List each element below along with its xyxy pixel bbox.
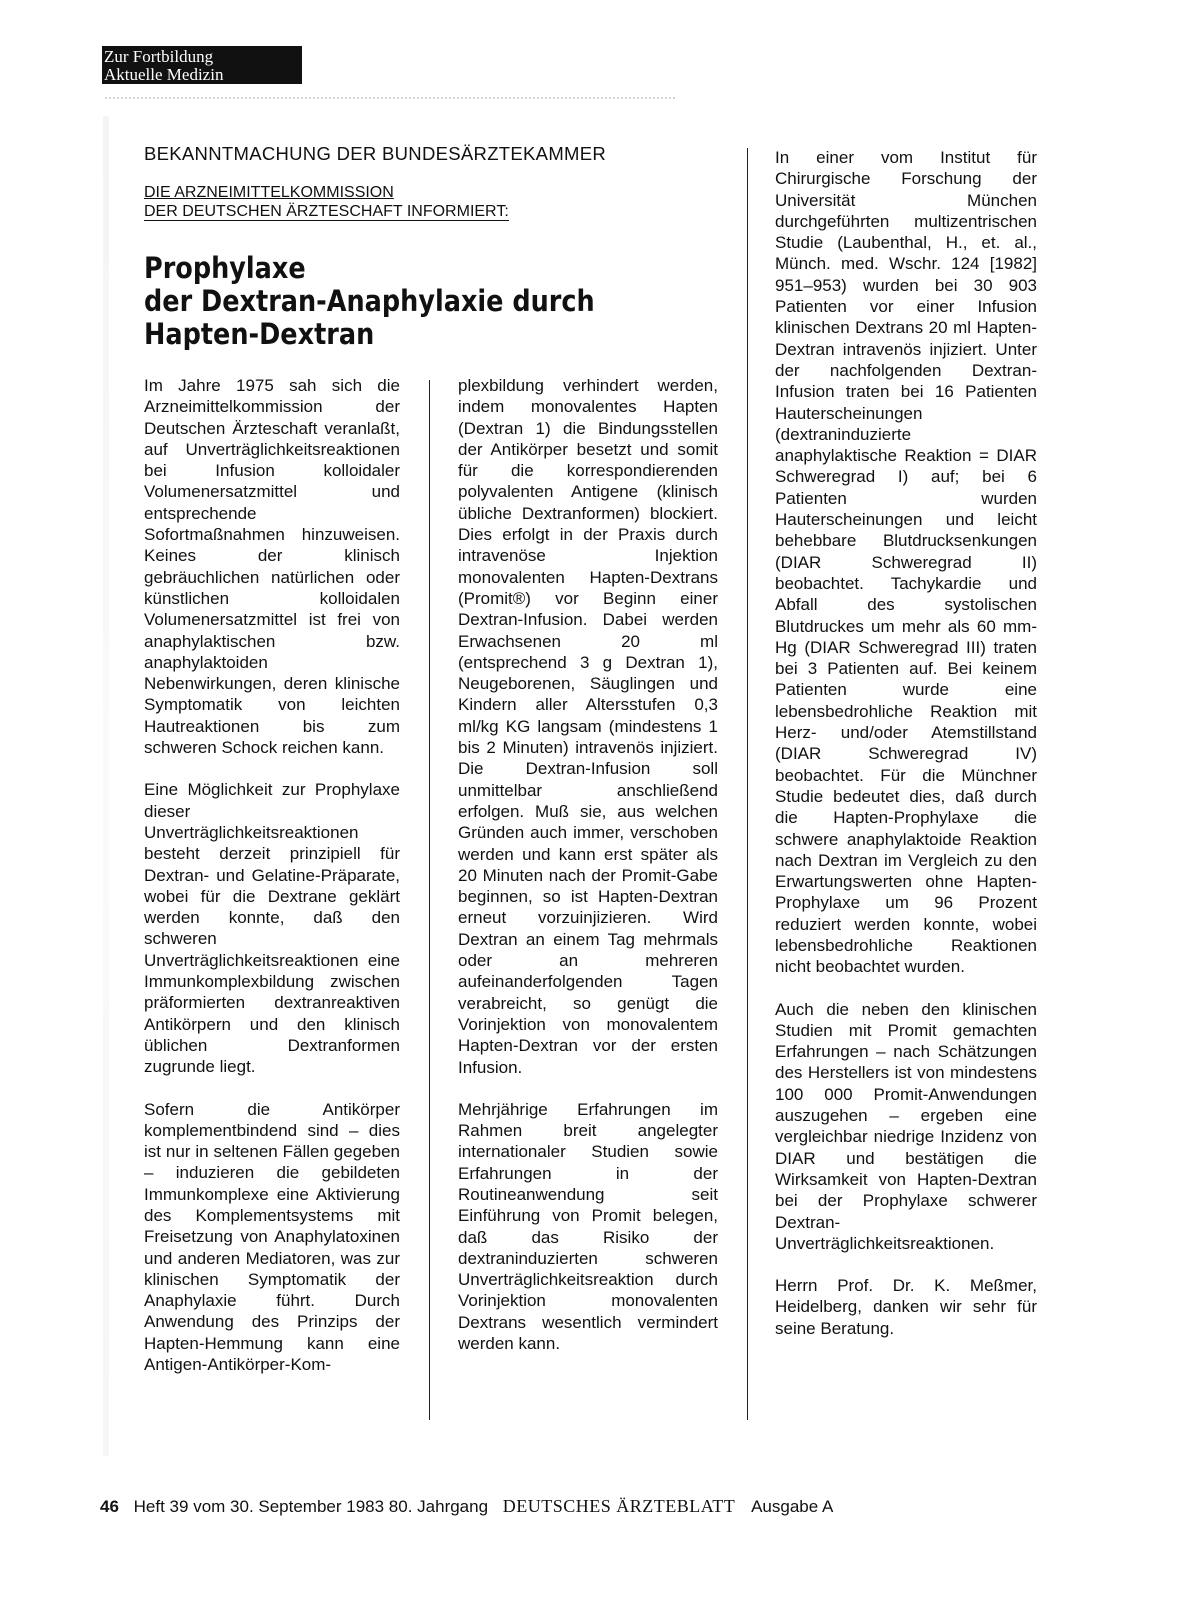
issue-info: Heft 39 vom 30. September 1983 80. Jahrgang xyxy=(133,1497,489,1516)
paragraph: Mehrjährige Erfahrungen im Rahmen breit angelegter internationaler Studien sowie Erfahrungen in der Routineanwendung seit Einführung von Promit belegen, daß das Risiko der dextraninduzierten schweren Unverträglichkeitsreaktion durch Vorinjektion monovalenten Dextrans wesentlich vermindert werden kann. xyxy=(458,1099,718,1354)
section-label xyxy=(102,46,302,84)
column-divider-2 xyxy=(747,148,748,1420)
paragraph: plexbildung verhindert werden, indem monovalentes Hapten (Dextran 1) die Bindungsstellen der Antikörper besetzt und somit für die korrespondierenden polyvalenten Antigene (klinisch übliche Dextranformen) blockiert. Dies erfolgt in der Praxis durch intravenöse Injektion monovalenten Hapten-Dextrans (Promit®) vor Beginn einer Dextran-Infusion. Dabei werden Erwachsenen 20 ml (entsprechend 3 g Dextran 1), Neugeborenen, Säuglingen und Kindern aller Altersstufen 0,3 ml/kg KG langsam (mindestens 1 bis 2 Minuten) intravenös injiziert. Die Dextran-Infusion soll unmittelbar anschließend erfolgen. Muß sie, aus welchen Gründen auch immer, verschoben werden und kann erst später als 20 Minuten nach der Promit-Gabe beginnen, so ist Hapten-Dextran erneut vorzuinjizieren. Wird Dextran an einem Tag mehrmals oder an mehreren aufeinanderfolgenden Tagen verabreicht, so genügt die Vorinjektion von monovalentem Hapten-Dextran vor der ersten Infusion. xyxy=(458,376,718,1077)
column-divider-1 xyxy=(429,380,430,1420)
page-number: 46 xyxy=(100,1497,119,1516)
headline-line-1: Prophylaxe xyxy=(144,251,306,285)
commission-notice-line-2: DER DEUTSCHEN ÄRZTESCHAFT INFORMIERT: xyxy=(144,203,509,220)
paragraph: Eine Möglichkeit zur Prophylaxe dieser Unverträglichkeitsreaktionen besteht derzeit prinzipiell für Dextran- und Gelatine-Präparate, wobei für die Dextrane geklärt werden konnte, daß den schweren Unverträglichkeitsreaktionen eine Immunkomplexbildung zwischen präformierten dextranreaktiven Antikörpern und den klinisch üblichen Dextranformen zugrunde liegt. xyxy=(144,780,400,1077)
edition-label: Ausgabe A xyxy=(751,1497,834,1516)
text-column-1 xyxy=(144,375,400,1375)
journal-name: DEUTSCHES ÄRZTEBLATT xyxy=(502,1496,736,1516)
article-headline xyxy=(144,252,637,351)
header-divider xyxy=(105,97,675,99)
section-label-line-2: Aktuelle Medizin xyxy=(104,65,224,84)
paragraph: Sofern die Antikörper komplementbindend sind – dies ist nur in seltenen Fällen gegeben – induzieren die gebildeten Immunkomplexe eine Aktivierung des Komplementsystems mit Freisetzung von Anaphylatoxinen und anderen Mediatoren, was zur klinischen Symptomatik der Anaphylaxie führt. Durch Anwendung des Prinzips der Hapten-Hemmung kann eine Antigen-Antikörper-Kom- xyxy=(144,1099,400,1375)
paragraph: In einer vom Institut für Chirurgische Forschung der Universität München durchgeführten multizentrischen Studie (Laubenthal, H., et. al., Münch. med. Wschr. 124 [1982] 951–953) wurden bei 30 903 Patienten vor einer Infusion klinischen Dextrans 20 ml Hapten-Dextran intravenös injiziert. Unter der nachfolgenden Dextran-Infusion traten bei 16 Patienten Hauterscheinungen (dextraninduzierte anaphylaktische Reaktion = DIAR Schweregrad I) auf; bei 6 Patienten wurden Hauterscheinungen und leicht behebbare Blutdrucksenkungen (DIAR Schweregrad II) beobachtet. Tachykardie und Abfall des systolischen Blutdruckes um mehr als 60 mm-Hg (DIAR Schweregrad III) traten bei 3 Patienten auf. Bei keinem Patienten wurde eine lebensbedrohliche Reaktion mit Herz- und/oder Atemstillstand (DIAR Schweregrad IV) beobachtet. Für die Münchner Studie bedeutet dies, daß durch die Hapten-Prophylaxe die schwere anaphylaktoide Reaktion nach Dextran im Vergleich zu den Erwartungswerten ohne Hapten-Prophylaxe um 96 Prozent reduziert werden konnte, wobei lebensbedrohliche Reaktionen nicht beobachtet wurden. xyxy=(775,148,1037,977)
paragraph: Auch die neben den klinischen Studien mit Promit gemachten Erfahrungen – nach Schätzungen des Herstellers ist von mindestens 100 000 Promit-Anwendungen auszugehen – ergeben eine vergleichbar niedrige Inzidenz von DIAR und bestätigen die Wirksamkeit von Hapten-Dextran bei der Prophylaxe schwerer Dextran-Unverträglichkeitsreaktionen. xyxy=(775,999,1037,1253)
paragraph: Herrn Prof. Dr. K. Meßmer, Heidelberg, danken wir sehr für seine Beratung. xyxy=(775,1276,1037,1338)
headline-line-2: der Dextran-Anaphylaxie durch xyxy=(144,284,595,318)
text-column-2 xyxy=(458,375,718,1354)
section-label-line-1: Zur Fortbildung xyxy=(104,47,214,66)
scan-edge-shadow xyxy=(103,116,109,1456)
page-footer xyxy=(100,1496,980,1517)
paragraph: Im Jahre 1975 sah sich die Arzneimittelkommission der Deutschen Ärzteschaft veranlaßt, auf Unverträglichkeitsreaktionen bei Infusion kolloidaler Volumenersatzmittel und entsprechende Sofortmaßnahmen hinzuweisen. Keines der klinisch gebräuchlichen natürlichen oder künstlichen kolloidalen Volumenersatzmittel ist frei von anaphylaktischen bzw. anaphylaktoiden Nebenwirkungen, deren klinische Symptomatik von leichten Hautreaktionen bis zum schweren Schock reichen kann. xyxy=(144,376,400,758)
text-column-3 xyxy=(775,147,1037,1339)
headline-line-3: Hapten-Dextran xyxy=(144,317,375,351)
commission-notice xyxy=(144,183,584,221)
commission-notice-line-1: DIE ARZNEIMITTELKOMMISSION xyxy=(144,184,394,201)
announcement-kicker: BEKANNTMACHUNG DER BUNDESÄRZTEKAMMER xyxy=(144,143,607,164)
